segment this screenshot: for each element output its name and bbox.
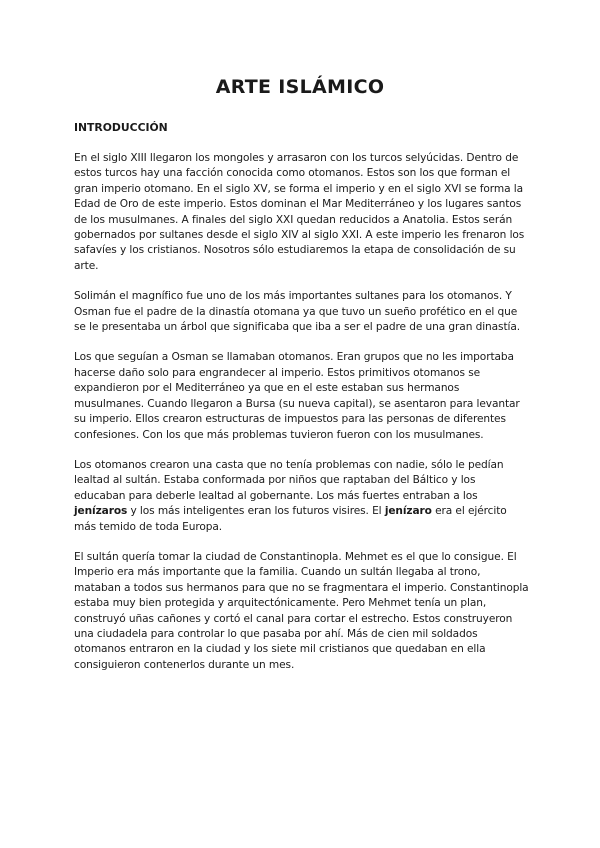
paragraph-1: En el siglo XIII llegaron los mongoles y arrasaron con los turcos selyúcidas. Dentro de estos turcos hay una facción conocida como otomanos. Estos son los que forman el gran imperio otomano. En el siglo XV, se forma el imperio y en el siglo XVI se forma la Edad de Oro de este imperio. Estos dominan el Mar Mediterráneo y los lugares santos de los musulmanes. A finales del siglo XXI quedan reducidos a Anatolia. Estos serán gobernados por sultanes desde el siglo XIV al siglo XXI. A este imperio les frenaron los safavíes y los cristianos. Nosotros sólo estudiaremos la etapa de consolidación de su arte.: [74, 152, 525, 272]
term-jenizaro: jenízaro: [384, 505, 432, 518]
paragraph-3: Los que seguían a Osman se llamaban otomanos. Eran grupos que no les importaba hacerse daño solo para engrandecer al imperio. Estos primitivos otomanos se expandieron por el Mediterráneo ya que en el este estaban sus hermanos musulmanes. Cuando llegaron a Bursa (su nueva capital), se asentaron para levantar su imperio. Ellos crearon estructuras de impuestos para las personas de diferentes confesiones. Con los que más problemas tuvieron fueron con los musulmanes.: [74, 351, 520, 441]
term-jenizaros: jenízaros: [74, 505, 128, 518]
paragraph-4-part-1: Los otomanos crearon una casta que no tenía problemas con nadie, sólo le pedían lealtad al sultán. Estaba conformada por niños que raptaban del Báltico y los educaban para deberle lealtad al gobernante. Los más fuertes entraban a los: [74, 458, 504, 502]
paragraph-2: Solimán el magnífico fue uno de los más importantes sultanes para los otomanos. Y Osman fue el padre de la dinastía otomana ya que tuvo un sueño profético en el que se le presentaba un árbol que significaba que iba a ser el padre de una gran dinastía.: [74, 290, 521, 334]
document-body: [74, 120, 530, 688]
section-heading: INTRODUCCIÓN: [74, 121, 168, 134]
paragraph-4-part-3: era el ejército más temido de toda Europa.: [74, 505, 507, 533]
page-title: ARTE ISLÁMICO: [215, 76, 385, 98]
paragraph-5: El sultán quería tomar la ciudad de Constantinopla. Mehmet es el que lo consigue. El Imperio era más importante que la familia. Cuando un sultán llegaba al trono, mataban a todos sus hermanos para que no se fragmentara el imperio. Constantinopla estaba muy bien protegida y arquitectónicamente. Pero Mehmet tenía un plan, construyó uñas cañones y cortó el canal para cortar el estrecho. Estos construyeron una ciudadela para controlar lo que pasaba por ahí. Más de cien mil soldados otomanos entraron en la ciudad y los siete mil cristianos que quedaban en ella consiguieron contenerlos durante un mes.: [74, 550, 529, 671]
paragraph-4-part-2: y los más inteligentes eran los futuros visires. El: [127, 505, 385, 518]
paragraph-4: [74, 458, 530, 535]
